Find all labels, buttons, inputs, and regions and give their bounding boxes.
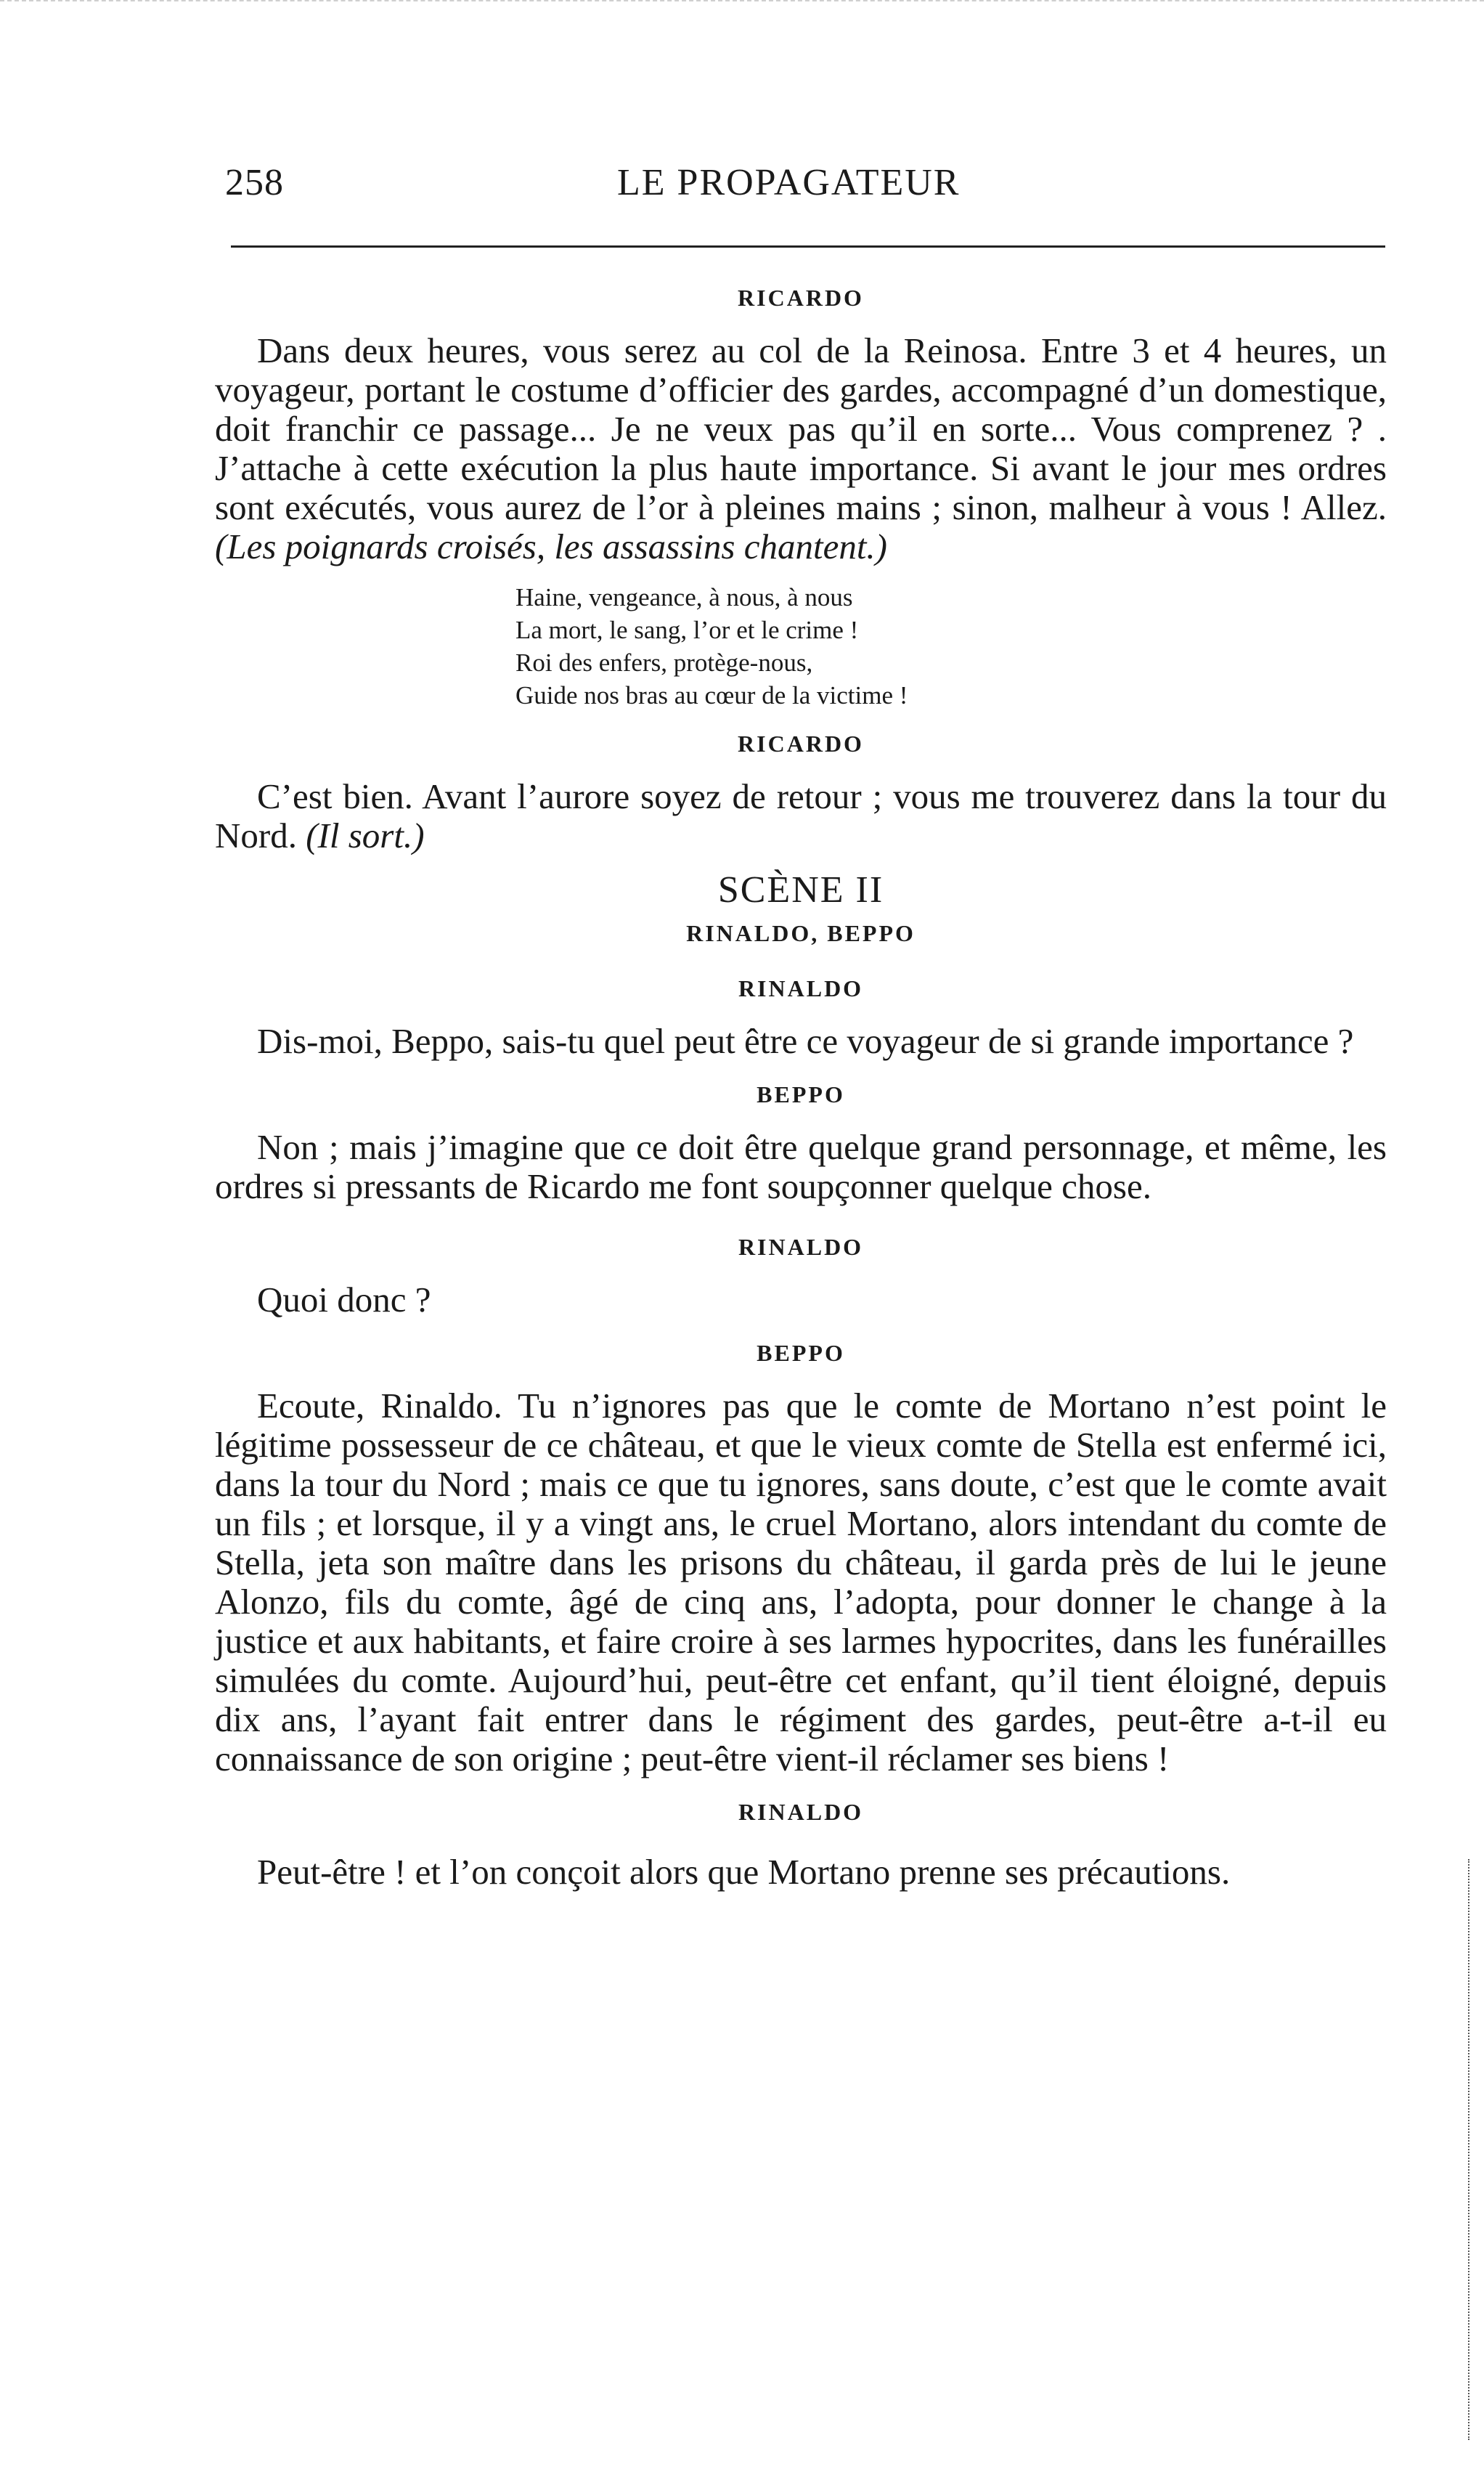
dialogue-text: Dans deux heures, vous serez au col de la Reinosa. Entre 3 et 4 heures, un voyageur, portant le costume d’officier des gardes, accompagné d’un domestique, doit franchir ce passage... Je ne veux pas qu’il en sorte... Vous comprenez ? . J’attache à cette exécution la plus haute importance. Si avant le jour mes ordres sont exécutés, vous aurez de l’or à pleines mains ; sinon, malheur à vous ! Allez.: [215, 330, 1387, 527]
dialogue-rinaldo-3: Peut-être ! et l’on conçoit alors que Mortano prenne ses précautions.: [257, 1852, 1231, 1892]
verse-line: La mort, le sang, l’or et le crime !: [515, 616, 859, 644]
page-body: [215, 283, 1387, 1892]
speaker-rinaldo: RINALDO: [738, 1799, 864, 1825]
speaker-ricardo: RICARDO: [738, 285, 864, 311]
scene-cast: RINALDO, BEPPO: [686, 920, 916, 946]
speaker-rinaldo: RINALDO: [738, 1234, 864, 1260]
top-edge-specks: [0, 0, 1484, 16]
header-rule: [231, 245, 1385, 248]
dialogue-text: C’est bien. Avant l’aurore soyez de retour ; vous me trouverez dans la tour du Nord.: [215, 776, 1387, 855]
running-title: LE PROPAGATEUR: [617, 162, 961, 203]
scene-title: SCÈNE II: [717, 869, 884, 911]
margin-dotted-mark: [1468, 1859, 1471, 2440]
speaker-rinaldo: RINALDO: [738, 975, 864, 1001]
speaker-beppo: BEPPO: [757, 1340, 845, 1366]
dialogue-beppo-2: Ecoute, Rinaldo. Tu n’ignores pas que le comte de Mortano n’est point le légitime possesseur de ce château, et que le vieux comte de Stella est enfermé ici, dans la tour du Nord ; mais ce que tu ignores, sans doute, c’est que le comte avait un fils ; et lorsque, il y a vingt ans, le cruel Mortano, alors intendant du comte de Stella, jeta son maître dans les prisons du château, il garda près de lui le jeune Alonzo, fils du comte, âgé de cinq ans, l’adopta, pour donner le change à la justice et aux habitants, et faire croire à ses larmes hypocrites, dans les funérailles simulées du comte. Aujourd’hui, peut-être cet enfant, qu’il tient éloigné, depuis dix ans, l’ayant fait entrer dans le régiment des gardes, peut-être a-t-il eu connaissance de son origine ; peut-être vient-il réclamer ses biens !: [215, 1386, 1387, 1778]
dialogue-rinaldo-1: Dis-moi, Beppo, sais-tu quel peut être ce voyageur de si grande importance ?: [257, 1021, 1354, 1061]
dialogue-ricardo-1: [215, 331, 1387, 566]
page-header: [225, 161, 1379, 205]
dialogue-beppo-1: Non ; mais j’imagine que ce doit être quelque grand personnage, et même, les ordres si pressants de Ricardo me font soupçonner quelque chose.: [215, 1127, 1387, 1206]
stage-direction: (Les poignards croisés, les assassins chantent.): [215, 526, 887, 566]
verse-line: Guide nos bras au cœur de la victime !: [515, 681, 908, 710]
song-verse: [515, 581, 1387, 712]
dialogue-rinaldo-2: Quoi donc ?: [257, 1280, 431, 1320]
dialogue-ricardo-2: [215, 777, 1387, 855]
page-number: 258: [225, 162, 284, 203]
speaker-ricardo: RICARDO: [738, 731, 864, 757]
verse-line: Haine, vengeance, à nous, à nous: [515, 583, 853, 611]
verse-line: Roi des enfers, protège-nous,: [515, 649, 813, 677]
stage-direction: (Il sort.): [306, 816, 425, 855]
speaker-beppo: BEPPO: [757, 1081, 845, 1107]
